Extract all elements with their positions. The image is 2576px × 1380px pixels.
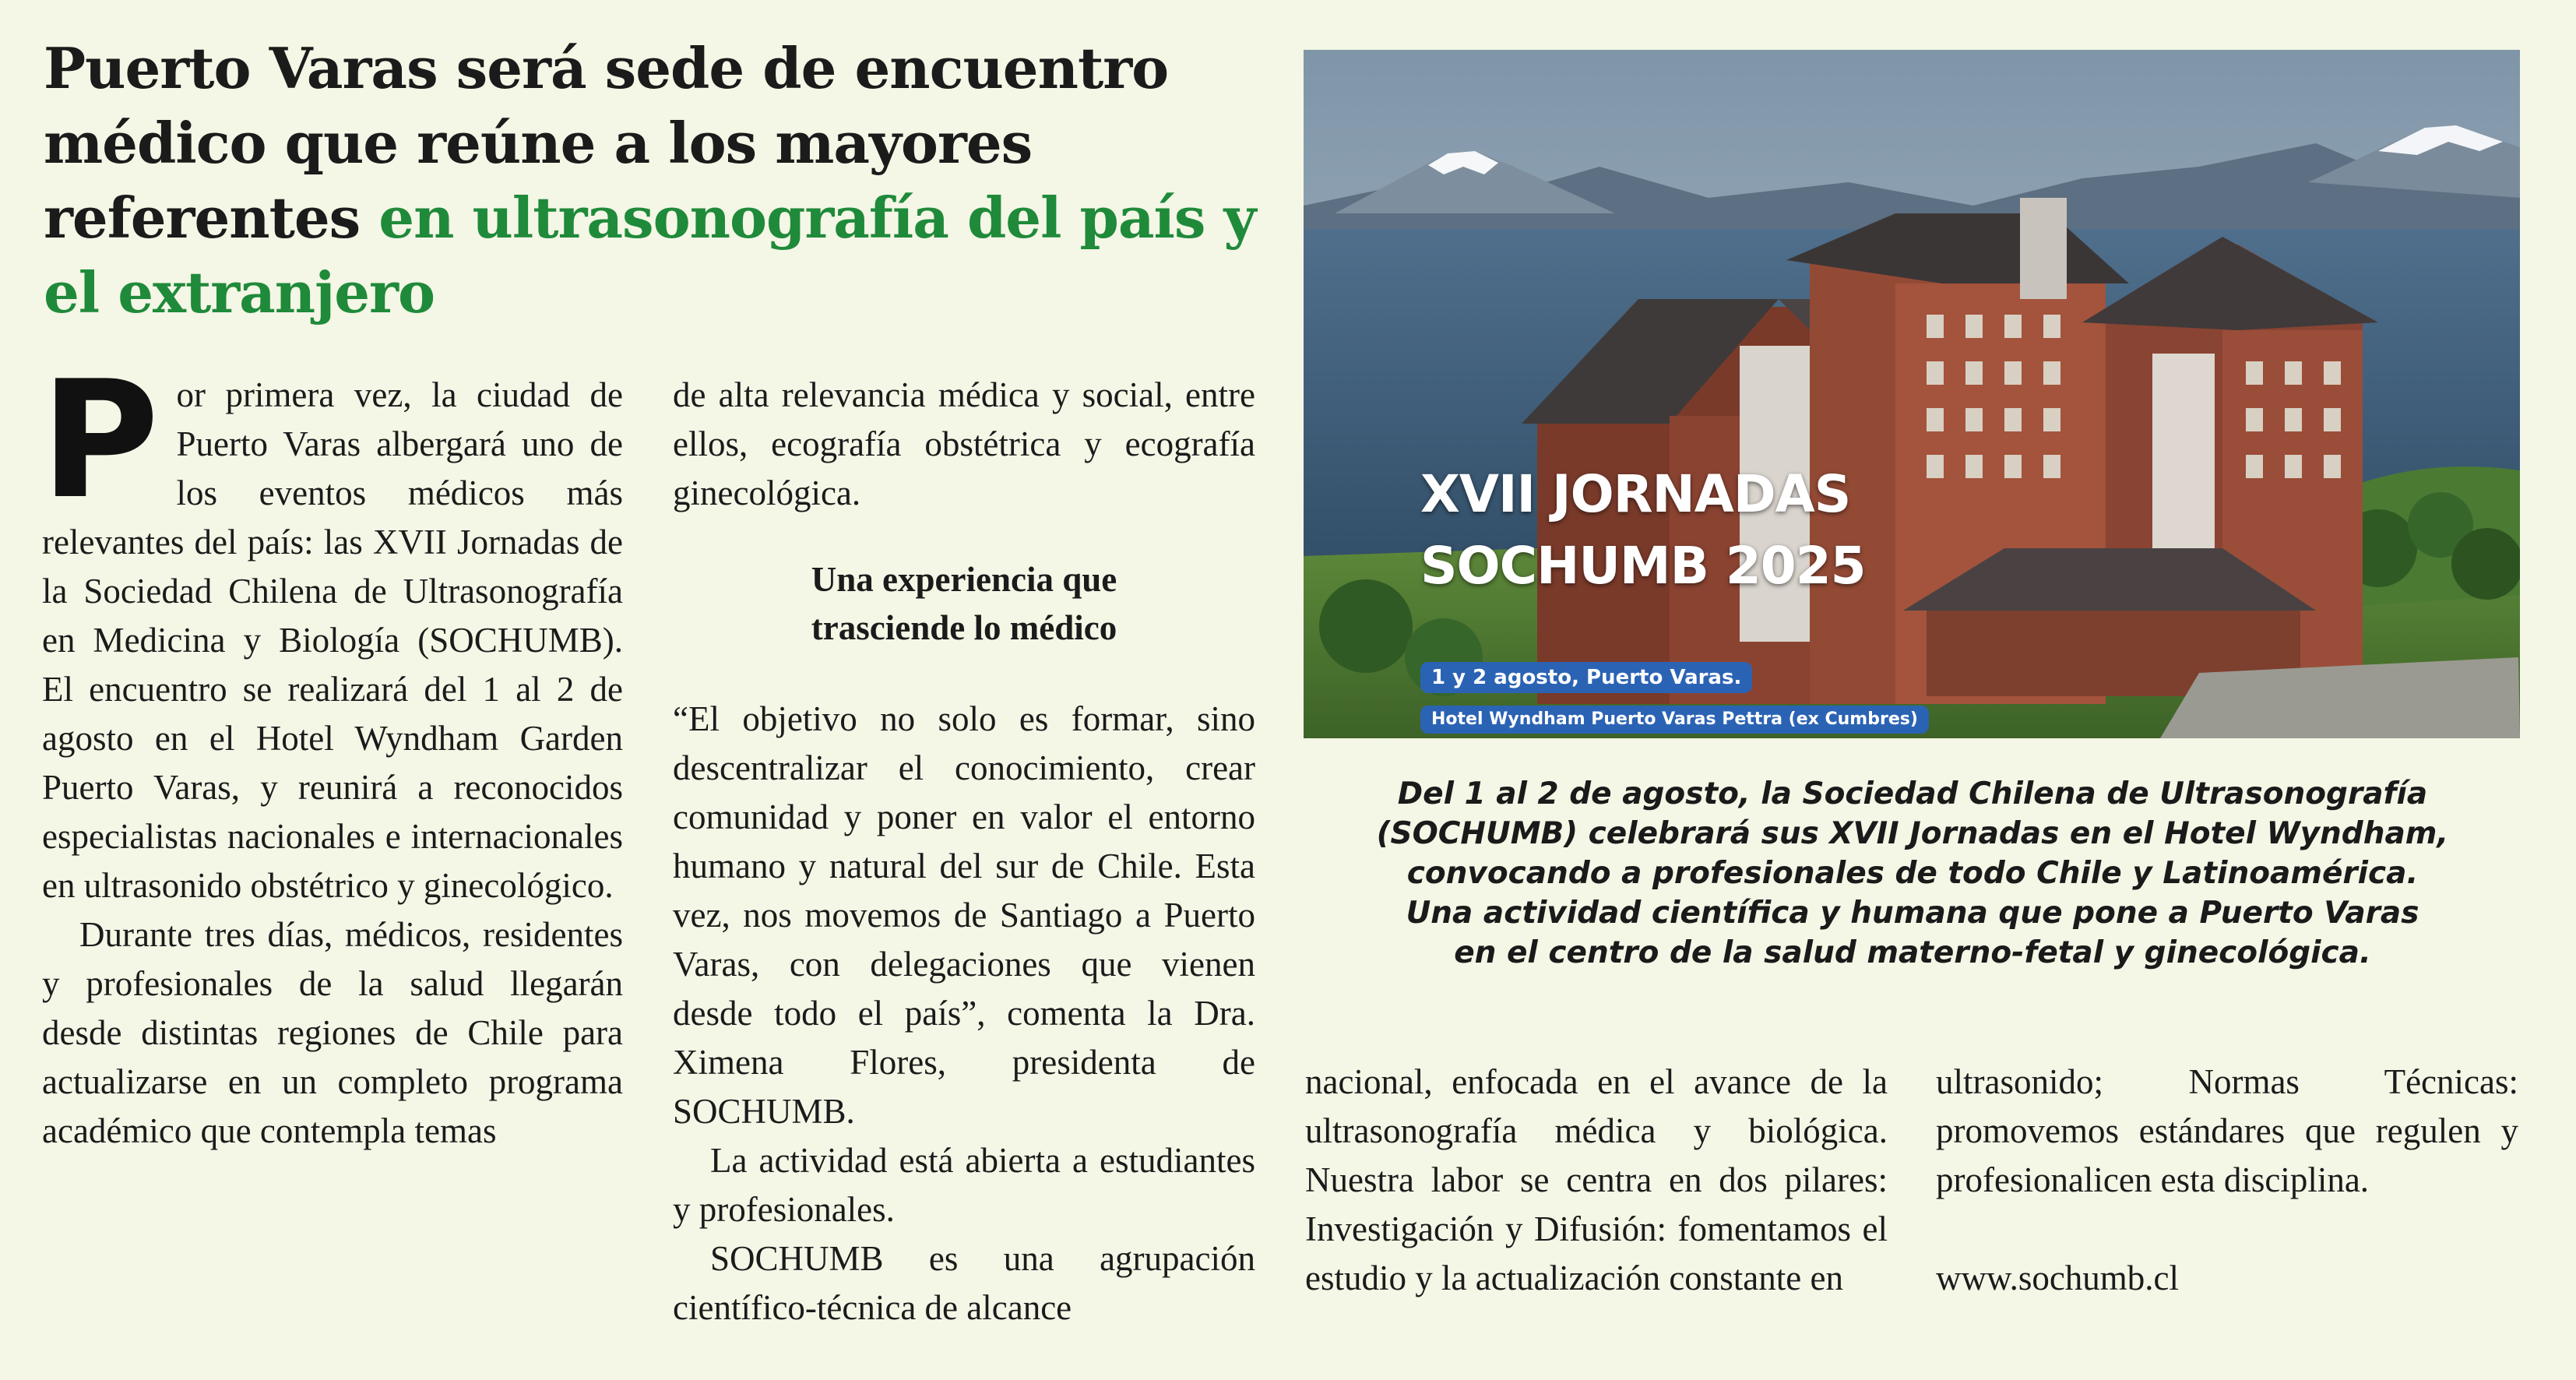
photo-title-line-1: XVII JORNADAS — [1420, 464, 1851, 524]
date-badge: 1 y 2 agosto, Puerto Varas. — [1420, 662, 1752, 693]
article-column-4 — [1936, 1058, 2518, 1303]
subheading-line-2: trasciende lo médico — [811, 608, 1117, 647]
event-photo — [1304, 50, 2520, 738]
paragraph-sochumb-cont: nacional, enfocada en el avance de la ultrasonografía médica y biológica. Nuestra labor se centra en dos pilares: Investigación y Difusión: fomentamos el estudio y la actualización constante en — [1305, 1062, 1888, 1297]
paragraph-open: La actividad está abierta a estudiantes y profesionales. — [673, 1141, 1255, 1229]
venue-badge: Hotel Wyndham Puerto Varas Pettra (ex Cumbres) — [1420, 706, 1929, 734]
caption-line-3: convocando a profesionales de todo Chile y Latinoamérica. — [1406, 856, 2419, 891]
article-column-3 — [1305, 1058, 1888, 1303]
headline-black: Puerto Varas será sede de encuentro médico que reúne a los mayores referentes — [44, 35, 1169, 251]
hotel-lake-illustration — [1304, 50, 2520, 738]
photo-event-title — [1420, 459, 1866, 602]
subheading-line-1: Una experiencia que — [811, 560, 1117, 599]
headline — [44, 31, 1258, 330]
drop-cap: P — [40, 347, 160, 535]
paragraph-intro: or primera vez, la ciudad de Puerto Varas albergará uno de los eventos médicos más relevantes del país: las XVII Jornadas de la Sociedad Chilena de Ultrasonografía en Medicina y Biología (SOCHUMB). El encuentro se realizará del 1 al 2 de agosto en el Hotel Wyndham Garden Puerto Varas, y reunirá a reconocidos especialistas nacionales e internacionales en ultrasonido obstétrico y ginecológico. — [42, 375, 623, 905]
paragraph-quote: “El objetivo no solo es formar, sino descentralizar el conocimiento, crear comunidad y poner en valor el entorno humano y natural del sur de Chile. Esta vez, nos movemos de Santiago a Puerto Varas, con delegaciones que vienen desde todo el país”, comenta la Dra. Ximena Flores, presidenta de SOCHUMB. — [673, 699, 1255, 1131]
caption-line-4: Una actividad científica y humana que pone a Puerto Varas — [1406, 896, 2419, 931]
headline-green: en ultrasonografía del país y el extranjero — [44, 185, 1256, 326]
paragraph-program: Durante tres días, médicos, residentes y profesionales de la salud llegarán desde distintas regiones de Chile para actualizarse en un completo programa académico que contempla temas — [42, 915, 623, 1150]
paragraph-sochumb: SOCHUMB es una agrupación científico-técnica de alcance — [673, 1239, 1255, 1327]
caption-line-2: (SOCHUMB) celebrará sus XVII Jornadas en el Hotel Wyndham, — [1376, 816, 2449, 851]
article-column-2 — [673, 371, 1255, 1332]
paragraph-program-cont: de alta relevancia médica y social, entre ellos, ecografía obstétrica y ecografía ginecológica. — [673, 375, 1255, 512]
photo-caption — [1305, 774, 2520, 973]
caption-line-5: en el centro de la salud materno-fetal y ginecológica. — [1454, 935, 2371, 970]
paragraph-sochumb-end: ultrasonido; Normas Técnicas: promovemos estándares que regulen y profesionalicen esta disciplina. — [1936, 1062, 2518, 1199]
article-column-1 — [40, 347, 623, 1156]
caption-line-1: Del 1 al 2 de agosto, la Sociedad Chilena de Ultrasonografía — [1397, 776, 2428, 811]
photo-title-line-2: SOCHUMB 2025 — [1420, 536, 1866, 596]
subheading — [673, 555, 1255, 652]
website-link[interactable]: www.sochumb.cl — [1936, 1259, 2180, 1297]
